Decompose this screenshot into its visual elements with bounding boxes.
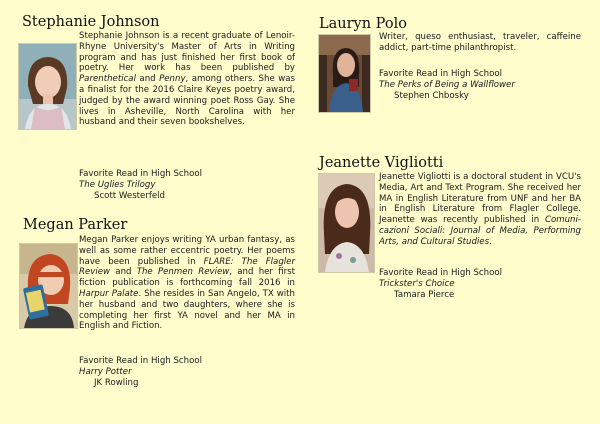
italic-title: The Penmen Review: [136, 267, 230, 278]
author-photo: [18, 43, 77, 130]
italic-title: Comuni-cazioni Sociali: Journal of Media, Performing Arts, and Cultural Studies: [379, 215, 581, 247]
favorite-read: [79, 169, 202, 201]
favorite-read: [79, 356, 202, 388]
author-photo: [318, 34, 371, 113]
bio-text: [379, 172, 581, 248]
bio-segment: Megan Parker enjoys writing YA urban fantasy, as well as some rather eccentric poetry. Her poems have been published in: [79, 235, 295, 267]
author-name: Lauryn Polo: [319, 16, 407, 32]
author-name: Jeanette Vigliotti: [319, 155, 444, 171]
bio-segment: and: [135, 74, 160, 85]
italic-title: FLARE: The Flagler Review: [79, 256, 295, 278]
author-photo: [19, 243, 78, 329]
italic-title: Harpur Palate: [79, 288, 139, 299]
bio-text: [79, 235, 295, 332]
favorite-read: [379, 268, 502, 300]
bio-segment: Writer, queso enthusiast, traveler, caffeine addict, part-time philanthropist.: [379, 32, 581, 53]
author-name: Megan Parker: [23, 217, 128, 233]
favorite-title: Trickster's Choice: [379, 278, 455, 289]
bio-segment: . She resides in San Angelo, TX with her husband and two daughters, where she is completing her first YA novel and her MA in English and Fiction.: [79, 288, 295, 332]
bio-segment: Jeanette Vigliotti is a doctoral student in VCU's Media, Art and Text Program. She received her MA in English Literature from UNF and her BA in English Literature from Flagler College. Jeanette was recently published in: [379, 172, 581, 226]
bio-text: [379, 32, 581, 54]
bio-segment: Stephanie Johnson is a recent graduate of Lenoir-Rhyne University's Master of Arts in Writing program and has just finished her first book of poetry. Her work has been published by: [79, 31, 295, 74]
favorite-author: Scott Westerfeld: [94, 190, 166, 201]
italic-title: Parenthetical: [79, 74, 136, 85]
favorite-author: Stephen Chbosky: [394, 90, 469, 101]
favorite-heading: Favorite Read in High School: [79, 356, 202, 366]
bio-text: [79, 31, 295, 128]
author-name: Stephanie Johnson: [22, 14, 160, 30]
favorite-title: The Uglies Trilogy: [79, 179, 156, 190]
bio-segment: , and her first fiction publication is forthcoming fall 2016 in: [79, 267, 296, 289]
bio-segment: .: [489, 236, 492, 247]
favorite-title: The Perks of Being a Wallflower: [379, 79, 515, 90]
favorite-heading: Favorite Read in High School: [379, 69, 502, 79]
favorite-author: Tamara Pierce: [394, 289, 455, 300]
bio-segment: and: [110, 267, 137, 278]
bio-segment: , among others. She was a finalist for the 2016 Claire Keyes poetry award, judged by the award winning poet Ross Gay. She lives in Asheville, North Carolina with her husband and their seven bookshelves.: [79, 74, 295, 128]
favorite-author: JK Rowling: [94, 377, 139, 388]
favorite-title: Harry Potter: [79, 366, 132, 377]
favorite-read: [379, 69, 515, 101]
author-photo: [318, 173, 375, 273]
italic-title: Penny: [159, 74, 186, 85]
favorite-heading: Favorite Read in High School: [379, 268, 502, 278]
favorite-heading: Favorite Read in High School: [79, 169, 202, 179]
